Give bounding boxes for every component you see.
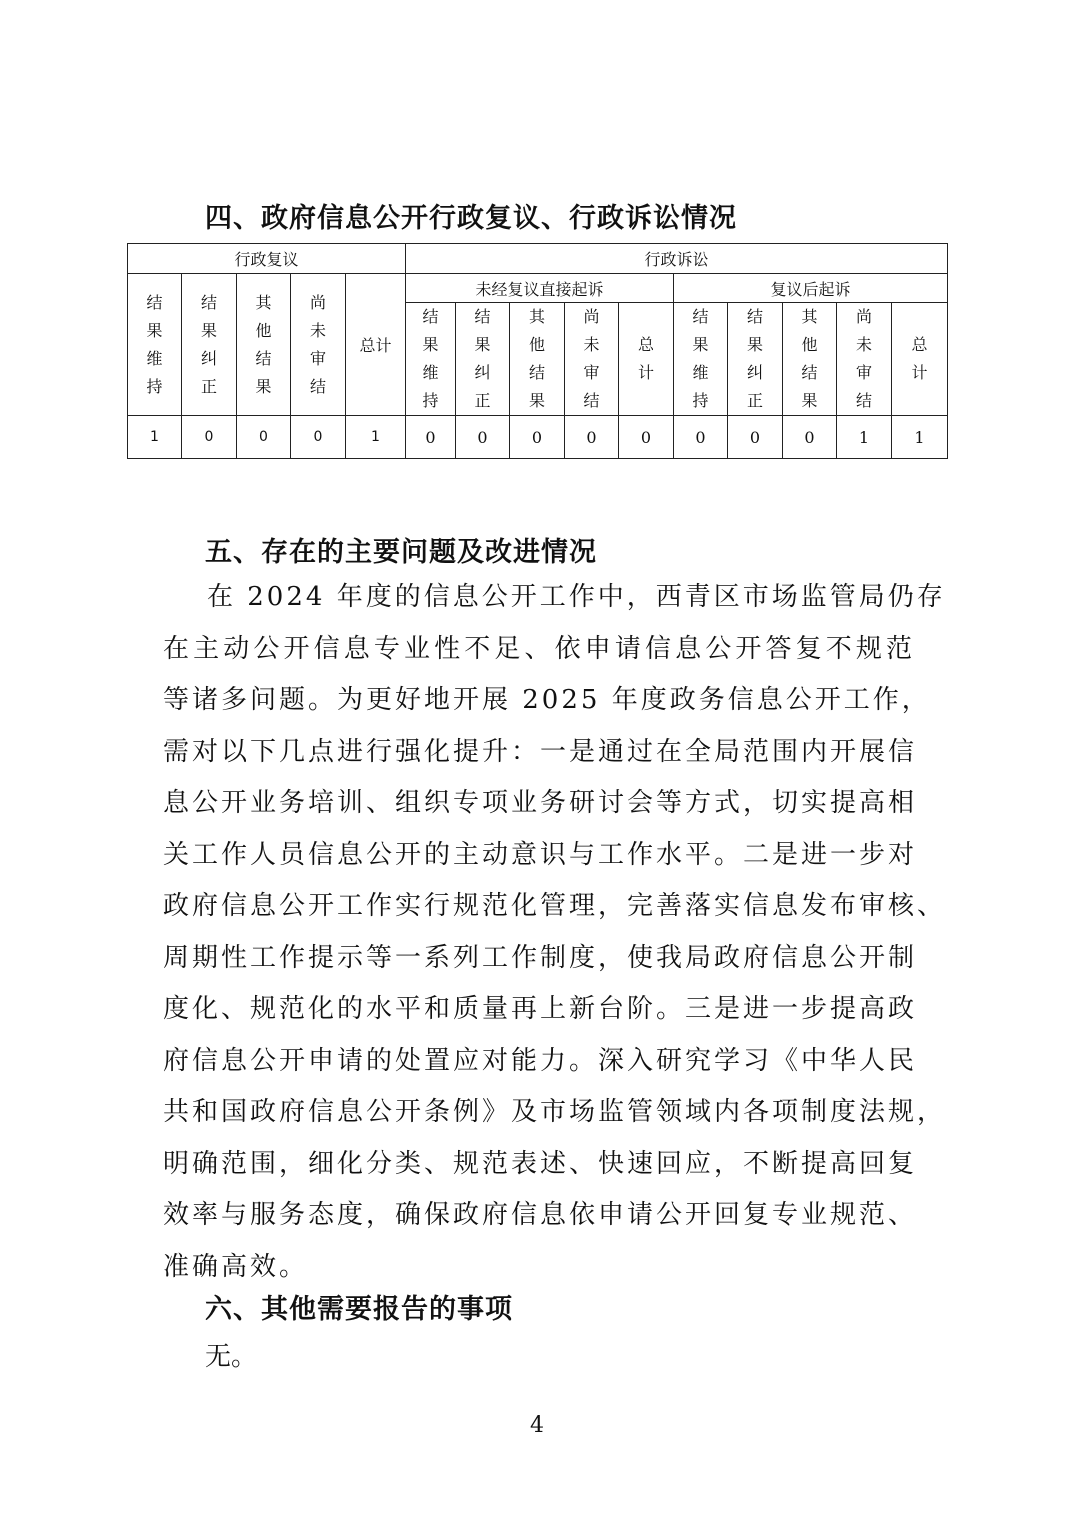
value-cell: 1: [346, 416, 406, 459]
paragraph-line: 关工作人员信息公开的主动意识与工作水平。二是进一步对: [163, 839, 918, 870]
paragraph-line: 需对以下几点进行强化提升：一是通过在全局范围内开展信: [163, 736, 918, 767]
section-5-paragraph: [163, 572, 947, 1293]
direct-suit-header: 未经复议直接起诉: [406, 274, 674, 303]
value-cell: 0: [406, 416, 456, 459]
value-cell: 1: [837, 416, 892, 459]
paragraph-line: 息公开业务培训、组织专项业务研讨会等方式，切实提高相: [163, 788, 918, 818]
value-cell: 0: [456, 416, 510, 459]
value-cell: 1: [128, 416, 182, 459]
review-litigation-table: [127, 243, 948, 459]
review-col-maintain: 结果维持: [128, 274, 182, 416]
paragraph-line: 等诸多问题。为更好地开展 2025 年度政务信息公开工作，: [163, 685, 931, 715]
direct-col-other: 其他结果: [510, 303, 565, 416]
direct-col-correct: 结果纠正: [456, 303, 510, 416]
value-cell: 1: [892, 416, 948, 459]
after-review-header: 复议后起诉: [674, 274, 948, 303]
paragraph-line: 在主动公开信息专业性不足、依申请信息公开答复不规范: [163, 633, 915, 664]
direct-col-maintain: 结果维持: [406, 303, 456, 416]
value-cell: 0: [237, 416, 291, 459]
review-col-pending: 尚未审结: [291, 274, 346, 416]
review-col-correct: 结果纠正: [182, 274, 237, 416]
litigation-header: 行政诉讼: [406, 244, 948, 274]
value-cell: 0: [728, 416, 783, 459]
after-col-maintain: 结果维持: [674, 303, 728, 416]
value-cell: 0: [565, 416, 619, 459]
value-cell: 0: [674, 416, 728, 459]
section-6-body: 无。: [205, 1342, 258, 1372]
value-cell: 0: [510, 416, 565, 459]
review-col-other: 其他结果: [237, 274, 291, 416]
section-6-heading: 六、其他需要报告的事项: [205, 1294, 513, 1325]
after-col-total: 总计: [892, 303, 948, 416]
page-number: 4: [530, 1413, 544, 1438]
paragraph-line: 政府信息公开工作实行规范化管理，完善落实信息发布审核、: [163, 891, 947, 921]
paragraph-line: 度化、规范化的水平和质量再上新台阶。三是进一步提高政: [163, 994, 918, 1024]
after-col-pending: 尚未审结: [837, 303, 892, 416]
paragraph-line: 明确范围，细化分类、规范表述、快速回应，不断提高回复: [163, 1148, 918, 1179]
paragraph-line: 准确高效。: [163, 1251, 309, 1282]
section-5-heading: 五、存在的主要问题及改进情况: [205, 537, 597, 568]
direct-col-pending: 尚未审结: [565, 303, 619, 416]
paragraph-line: 在 2024 年度的信息公开工作中，西青区市场监管局仍存: [207, 582, 946, 612]
section-4-heading: 四、政府信息公开行政复议、行政诉讼情况: [205, 203, 737, 234]
paragraph-line: 周期性工作提示等一系列工作制度，使我局政府信息公开制: [163, 942, 918, 973]
direct-col-total: 总计: [619, 303, 674, 416]
value-cell: 0: [182, 416, 237, 459]
paragraph-line: 效率与服务态度，确保政府信息依申请公开回复专业规范、: [163, 1200, 918, 1230]
value-cell: 0: [619, 416, 674, 459]
value-cell: 0: [291, 416, 346, 459]
review-col-total: 总计: [346, 274, 406, 416]
after-col-correct: 结果纠正: [728, 303, 783, 416]
after-col-other: 其他结果: [783, 303, 837, 416]
paragraph-line: 府信息公开申请的处置应对能力。深入研究学习《中华人民: [163, 1045, 918, 1076]
value-cell: 0: [783, 416, 837, 459]
review-header: 行政复议: [128, 244, 406, 274]
paragraph-line: 共和国政府信息公开条例》及市场监管领域内各项制度法规，: [163, 1097, 947, 1127]
